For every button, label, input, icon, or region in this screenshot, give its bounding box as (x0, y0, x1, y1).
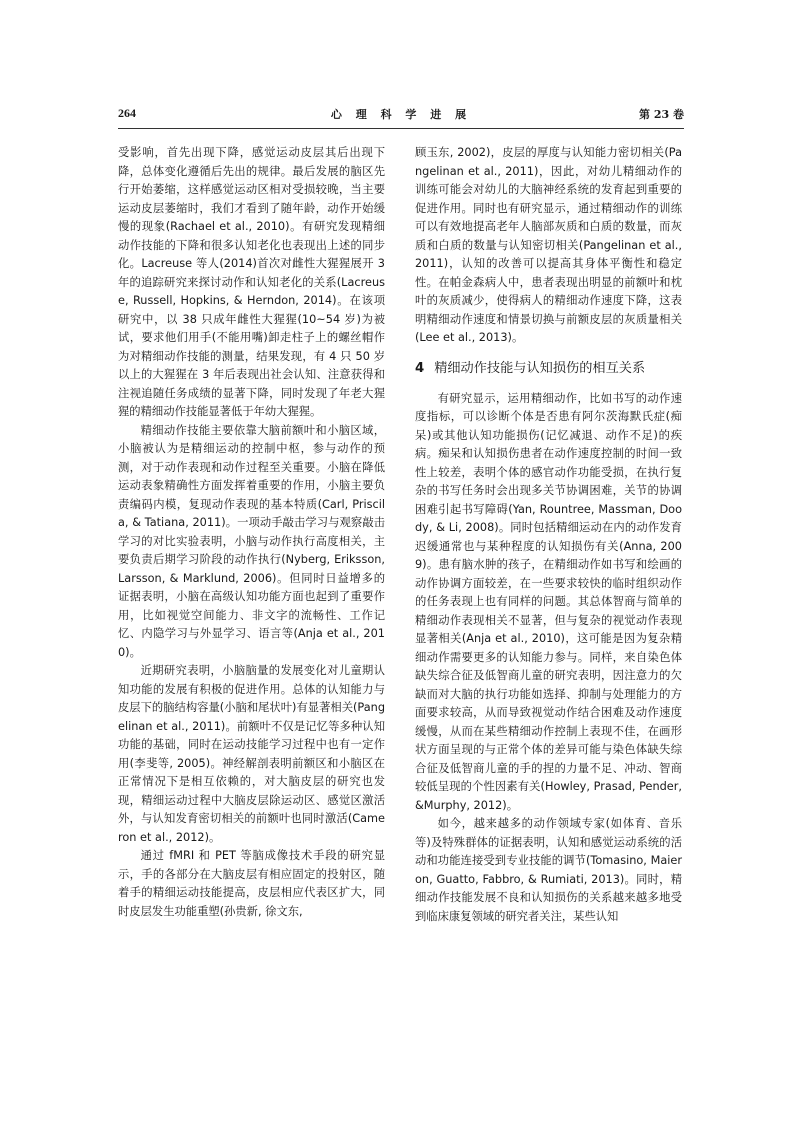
section-heading (415, 360, 682, 378)
left-column (118, 144, 385, 921)
left-paragraph-1: 受影响，首先出现下降，感觉运动皮层其后出现下降，总体变化遵循后先出的规律。最后发展的脑区先行开始萎缩，这样感觉运动区相对受损较晚，当主要运动皮层萎缩时，我们才看到了随年龄，动作开始缓慢的现象(Rachael et al., 2010)。有研究发现精细动作技能的下降和很多认知老化也表现出上述的同步化。Lacreuse 等人(2014)首次对雌性大猩猩展开 3 年的追踪研究来探讨动作和认知老化的关系(Lacreuse, Russell, Hopkins, & Herndon, 2014)。在该项研究中，以 38 只成年雌性大猩猩(10~54 岁)为被试，要求他们用手(不能用嘴)卸走柱子上的螺丝帽作为对精细动作技能的测量，结果发现，有 4 只 50 岁以上的大猩猩在 3 年后表现出社会认知、注意获得和注视追随任务成绩的显著下降，同时发现了年老大猩猩的精细动作技能显著低于年幼大猩猩。 (118, 146, 385, 418)
running-header (118, 106, 684, 126)
section-number: 4 (415, 360, 425, 376)
right-paragraph-1: 有研究显示，运用精细动作，比如书写的动作速度指标，可以诊断个体是否患有阿尔茨海默氏症(痴呆)或其他认知功能损伤(记忆减退、动作不足)的疾病。痴呆和认知损伤患者在动作速度控制的时间一致性上较差，表明个体的感官动作功能受损，在执行复杂的书写任务时会出现多关节协调困难，关节的协调困难引起书写障碍(Yan, Rountree, Massman, Doody, & Li, 2008)。同时包括精细运动在内的动作发育迟缓通常也与某种程度的认知损伤有关(Anna, 2009)。患有脑水肿的孩子，在精细动作如书写和绘画的动作协调方面较差，在一些要求较快的临时组织动作的任务表现上也有同样的问题。其总体智商与简单的精细动作表现相关不显著，但与复杂的视觉动作表现显著相关(Anja et al., 2010)，这可能是因为复杂精细动作需要更多的认知能力参与。同样，来自染色体缺失综合征及低智商儿童的研究表明，因注意力的欠缺而对大脑的执行功能如选择、抑制与处理能力的方面要求较高，从而导致视觉动作结合困难及动作速度缓慢，从而在某些精细动作控制上表现不佳，在画形状方面呈现的与正常个体的差异可能与染色体缺失综合征及低智商儿童的手的捏的力量不足、冲动、智商较低呈现的个性因素有关(Howley, Prasad, Pender, &Murphy, 2012)。 (415, 391, 682, 812)
page-number: 264 (118, 106, 136, 120)
left-paragraph-4: 通过 fMRI 和 PET 等脑成像技术手段的研究显示，手的各部分在大脑皮层有相应固定的投射区，随着手的精细运动技能提高，皮层相应代表区扩大，同时皮层发生功能重塑(孙贵新, 徐文东, (118, 849, 385, 918)
volume-label: 第 23 卷 (639, 108, 684, 121)
left-paragraph-3: 近期研究表明，小脑脑量的发展变化对儿童期认知功能的发展有积极的促进作用。总体的认知能力与皮层下的脑结构容量(小脑和尾状叶)有显著相关(Pangelinan et al., 2011)。前额叶不仅是记忆等多种认知功能的基础，同时在运动技能学习过程中也有一定作用(李斐等, 2005)。神经解剖表明前额区和小脑区在正常情况下是相互依赖的，对大脑皮层的研究也发现，精细运动过程中大脑皮层除运动区、感觉区激活外，与认知发育密切相关的前额叶也同时激活(Cameron et al., 2012)。 (118, 664, 385, 844)
journal-title: 心 理 科 学 进 展 (330, 108, 472, 121)
left-paragraph-2: 精细动作技能主要依靠大脑前额叶和小脑区域，小脑被认为是精细运动的控制中枢，参与动作的预测，对于动作表现和动作过程至关重要。小脑在降低运动表象精确性方面发挥着重要的作用，小脑主要负责编码内模，复现动作表现的基本特质(Carl, Priscila, & Tatiana, 2011)。一项动手敲击学习与观察敲击学习的对比实验表明，小脑与动作执行高度相关，主要负责后期学习阶段的动作执行(Nyberg, Eriksson, Larsson, & Marklund, 2006)。但同时日益增多的证据表明，小脑在高级认知功能方面也起到了重要作用，比如视觉空间能力、非文字的流畅性、工作记忆、内隐学习与外显学习、语言等(Anja et al., 2010)。 (118, 423, 385, 659)
section-title: 精细动作技能与认知损伤的相互关系 (434, 360, 646, 376)
right-paragraph-top: 顾玉东, 2002)，皮层的厚度与认知能力密切相关(Pangelinan et al., 2011)，因此，对幼儿精细动作的训练可能会对幼儿的大脑神经系统的发育起到重要的促进作用。同时也有研究显示，通过精细动作的训练可以有效地提高老年人脑部灰质和白质的数量，而灰质和白质的数量与认知密切相关(Pangelinan et al., 2011)，认知的改善可以提高其身体平衡性和稳定性。在帕金森病人中，患者表现出明显的前额叶和枕叶的灰质减少，使得病人的精细动作速度下降，这表明精细动作速度和情景切换与前额皮层的灰质量相关(Lee et al., 2013)。 (415, 146, 682, 344)
right-paragraph-2: 如今，越来越多的动作领域专家(如体育、音乐等)及特殊群体的证据表明，认知和感觉运动系统的活动和功能连接受到专业技能的调节(Tomasino, Maieron, Guatto, Fabbro, & Rumiati, 2013)。同时，精细动作技能发展不良和认知损伤的关系越来越多地受到临床康复领域的研究者关注，某些认知 (415, 817, 682, 923)
header-rule (118, 128, 684, 129)
right-column (415, 144, 682, 926)
